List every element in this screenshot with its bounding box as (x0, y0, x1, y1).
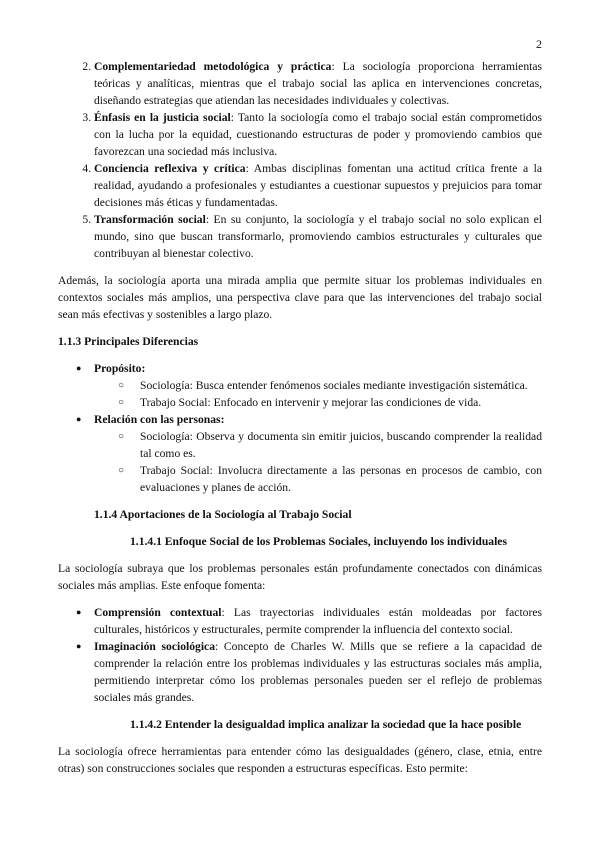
list-item (94, 160, 542, 211)
sub-list (94, 428, 542, 496)
bullet-text: : Concepto de Charles W. Mills que se refiere a la capacidad de comprender la relación entre los problemas individuales y las estructuras sociales más amplia, permitiendo interpretar cómo los problemas personales pueden ser el reflejo de problemas sociales más grandes. (94, 640, 542, 704)
page-content (58, 58, 542, 777)
list-item-text: : En su conjunto, la sociología y el trabajo social no solo explican el mundo, sino que buscan transformarlo, promoviendo cambios estructurales y culturales que contribuyan al bienestar colectivo. (94, 213, 542, 260)
bullet-item (76, 638, 542, 706)
section-heading: 1.1.3 Principales Diferencias (58, 335, 199, 348)
list-item-text: : Ambas disciplinas fomentan una actitud crítica frente a la realidad, ayudando a profesionales y estudiantes a cuestionar supuestos y prejuicios para tomar decisiones más éticas y fundamentadas. (94, 162, 542, 209)
bullet-text: : Las trayectorias individuales están moldeadas por factores culturales, históricos y estructurales, permite comprender la influencia del contexto social. (94, 606, 542, 636)
list-item (94, 58, 542, 109)
sub-item: ○ Sociología: Busca entender fenómenos sociales mediante investigación sistemática. (118, 377, 542, 394)
bullet-item (76, 411, 542, 496)
list-item-term: Transformación social (94, 213, 206, 226)
list-item-text: : La sociología proporciona herramientas teóricas y analíticas, mientras que el trabajo social las aplica en intervenciones concretas, diseñando estrategias que atiendan las necesidades individuales y colectivas. (94, 60, 542, 107)
sub-item: ○ Sociología: Observa y documenta sin emitir juicios, buscando comprender la realidad tal como es. (118, 428, 542, 462)
bullet-item (76, 604, 542, 638)
bullet-term: Comprensión contextual (94, 606, 222, 619)
sub-item: ○ Trabajo Social: Involucra directamente a las personas en procesos de cambio, con evaluaciones y planes de acción. (118, 462, 542, 496)
sub-item: ○ Trabajo Social: Enfocado en intervenir y mejorar las condiciones de vida. (118, 394, 542, 411)
list-item (94, 211, 542, 262)
list-item (94, 109, 542, 160)
list-item-term: Énfasis en la justicia social (94, 111, 231, 124)
differences-list (58, 360, 542, 496)
paragraph: La sociología subraya que los problemas personales están profundamente conectados con dinámicas sociales más amplias. Este enfoque fomenta: (58, 562, 542, 592)
list-item-term: Conciencia reflexiva y crítica (94, 162, 246, 175)
bullet-label: Relación con las personas: (94, 413, 225, 426)
list-item-text: : Tanto la sociología como el trabajo social están comprometidos con la lucha por la equidad, cuestionando estructuras de poder y promoviendo cambios que favorezcan una sociedad más inclusiva. (94, 111, 543, 158)
subsection-heading: 1.1.4 Aportaciones de la Sociología al Trabajo Social (94, 508, 352, 521)
numbered-list (58, 58, 542, 262)
page-number: 2 (536, 37, 542, 51)
subsubsection-heading: 1.1.4.1 Enfoque Social de los Problemas Sociales, incluyendo los individuales (130, 535, 507, 548)
contributions-list (58, 604, 542, 706)
sub-list (94, 377, 542, 411)
paragraph: La sociología ofrece herramientas para entender cómo las desigualdades (género, clase, etnia, entre otras) son construcciones sociales que responden a estructuras específicas. Esto permite: (58, 745, 542, 775)
bullet-label: Propósito: (94, 362, 146, 375)
list-item-term: Complementariedad metodológica y práctica (94, 60, 332, 73)
bullet-item (76, 360, 542, 411)
subsubsection-heading: 1.1.4.2 Entender la desigualdad implica analizar la sociedad que la hace posible (130, 718, 522, 731)
bullet-term: Imaginación sociológica (94, 640, 215, 653)
paragraph: Además, la sociología aporta una mirada amplia que permite situar los problemas individuales en contextos sociales más amplios, una perspectiva clave para que las intervenciones del trabajo social sean más efectivas y sostenibles a largo plazo. (58, 274, 542, 321)
